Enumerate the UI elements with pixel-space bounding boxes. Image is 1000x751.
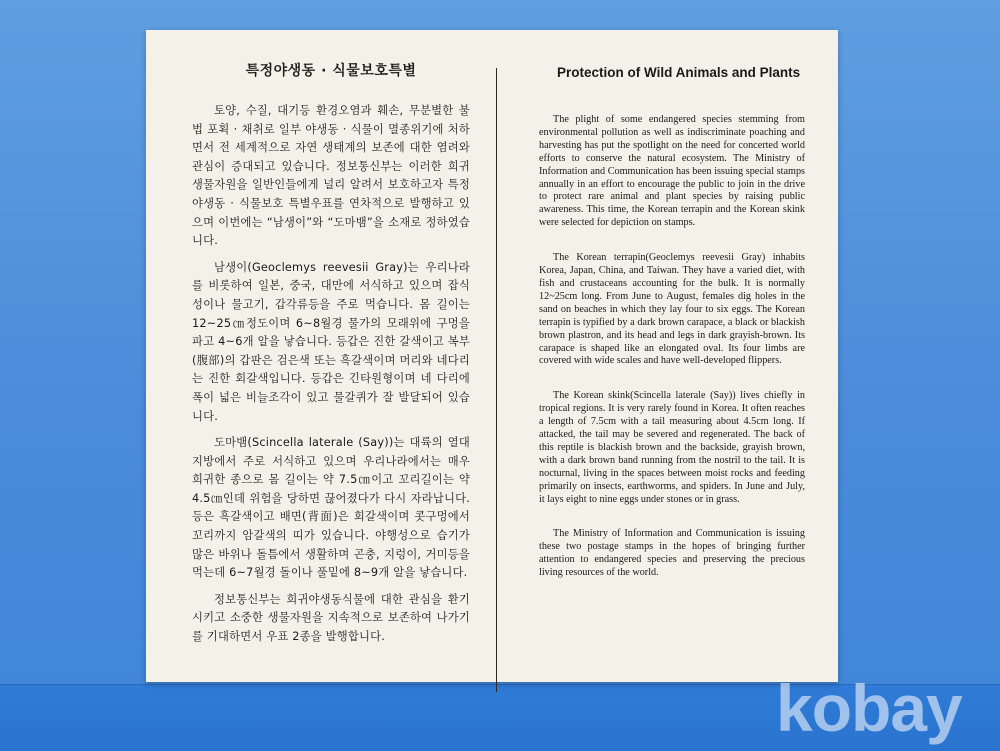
english-paragraph-4: The Ministry of Information and Communication is issuing these two postage stamps in the hopes of bringing further attention to endangered species and preserving the precious living resources of the world. <box>539 528 805 579</box>
english-column <box>539 62 805 602</box>
korean-paragraph-4: 정보통신부는 희귀야생동식물에 대한 관심을 환기시키고 소중한 생물자원을 지속적으로 보존하여 나가기를 기대하면서 우표 2종을 발행합니다. <box>192 592 470 644</box>
korean-title: 특정야생동 · 식물보호특별 <box>245 63 417 79</box>
english-paragraph-1: The plight of some endangered species stemming from environmental pollution as well as indiscriminate poaching and harvesting has put the spotlight on the need for concerted world efforts to conserve the natural ecosystem. The Ministry of Information and Communication has been issuing special stamps annually in an effort to encourage the public to join in the drive to protect rare animal and plant species by raising public awareness. This time, the Korean terrapin and the Korean skink were selected for depiction on stamps. <box>539 114 805 229</box>
english-title: Protection of Wild Animals and Plants <box>557 65 801 80</box>
english-paragraph-2: The Korean terrapin(Geoclemys reevesii Gray) inhabits Korea, Japan, China, and Taiwan. They have a varied diet, with fish and crustaceans accounting for the bulk. It is normally 12~25cm long. From June to August, females dig holes in the sand on beaches in which they lay four to six eggs. The Korean terrapin is typified by a dark brown carapace, a black or blackish brown plastron, and its head and legs in dark grayish-brown. Its carapace is shaped like an elongated oval. Its four limbs are covered with wide scales and have well-developed flippers. <box>539 252 805 367</box>
korean-column <box>192 60 470 655</box>
english-paragraph-3: The Korean skink(Scincella laterale (Say)) lives chiefly in tropical regions. It is very rarely found in Korea. It often reaches a length of 7.5cm with a tail measuring about 4.5cm long. If attacked, the tail may be severed and regenerated. The back of this reptile is blackish brown and the backside, grayish brown, with a dark brown band running from the nostril to the tail. It is nocturnal, living in the spaces between moist rocks and feeding primarily on insects, earthworms, and spiders. In June and July, it lays eight to nine eggs under stones or in grass. <box>539 390 805 505</box>
korean-paragraph-2: 남생이(Geoclemys reevesii Gray)는 우리나라를 비롯하여 일본, 중국, 대만에 서식하고 있으며 잡식성이나 물고기, 갑각류등을 주로 먹습니다. 몸 길이는 12~25㎝정도이며 6~8월경 물가의 모래위에 구멍을 파고 4~6개 알을 낳습니다. 등갑은 진한 갈색이고 복부(腹部)의 갑판은 검은색 또는 흑갈색이며 머리와 네다리는 진한 회갈색입니다. 등갑은 긴타원형이며 네 다리에 폭이 넓은 비늘조각이 있고 물갈퀴가 잘 발달되어 있습니다. <box>192 260 470 423</box>
column-divider <box>496 68 497 692</box>
watermark-logo: kobay <box>776 671 962 745</box>
korean-paragraph-3: 도마뱀(Scincella laterale (Say))는 대륙의 열대지방에서 주로 서식하고 있으며 우리나라에서는 매우 희귀한 종으로 몸 길이는 약 7.5㎝이고 꼬리길이는 약 4.5㎝인데 위험을 당하면 끊어졌다가 다시 자라납니다. 등은 흑갈색이고 배면(背面)은 회갈색이며 콧구멍에서 꼬리까지 암갈색의 띠가 있습니다. 야행성으로 습기가 많은 바위나 돌틈에서 생활하며 곤충, 지렁이, 거미등을 먹는데 6~7월경 돌이나 풀밑에 8~9개 알을 낳습니다. <box>192 436 470 580</box>
korean-paragraph-1: 토양, 수질, 대기등 환경오염과 훼손, 무분별한 불법 포획 · 채취로 일부 야생동 · 식물이 멸종위기에 처하면서 전 세계적으로 자연 생태계의 보존에 대한 염려와 관심이 증대되고 있습니다. 정보통신부는 이러한 희귀생물자원을 일반인들에게 널리 알려서 보호하고자 특정야생동 · 식물보호 특별우표를 연차적으로 발행하고 있으며 이번에는 “남생이”와 “도마뱀”을 소재로 정하였습니다. <box>192 104 470 248</box>
